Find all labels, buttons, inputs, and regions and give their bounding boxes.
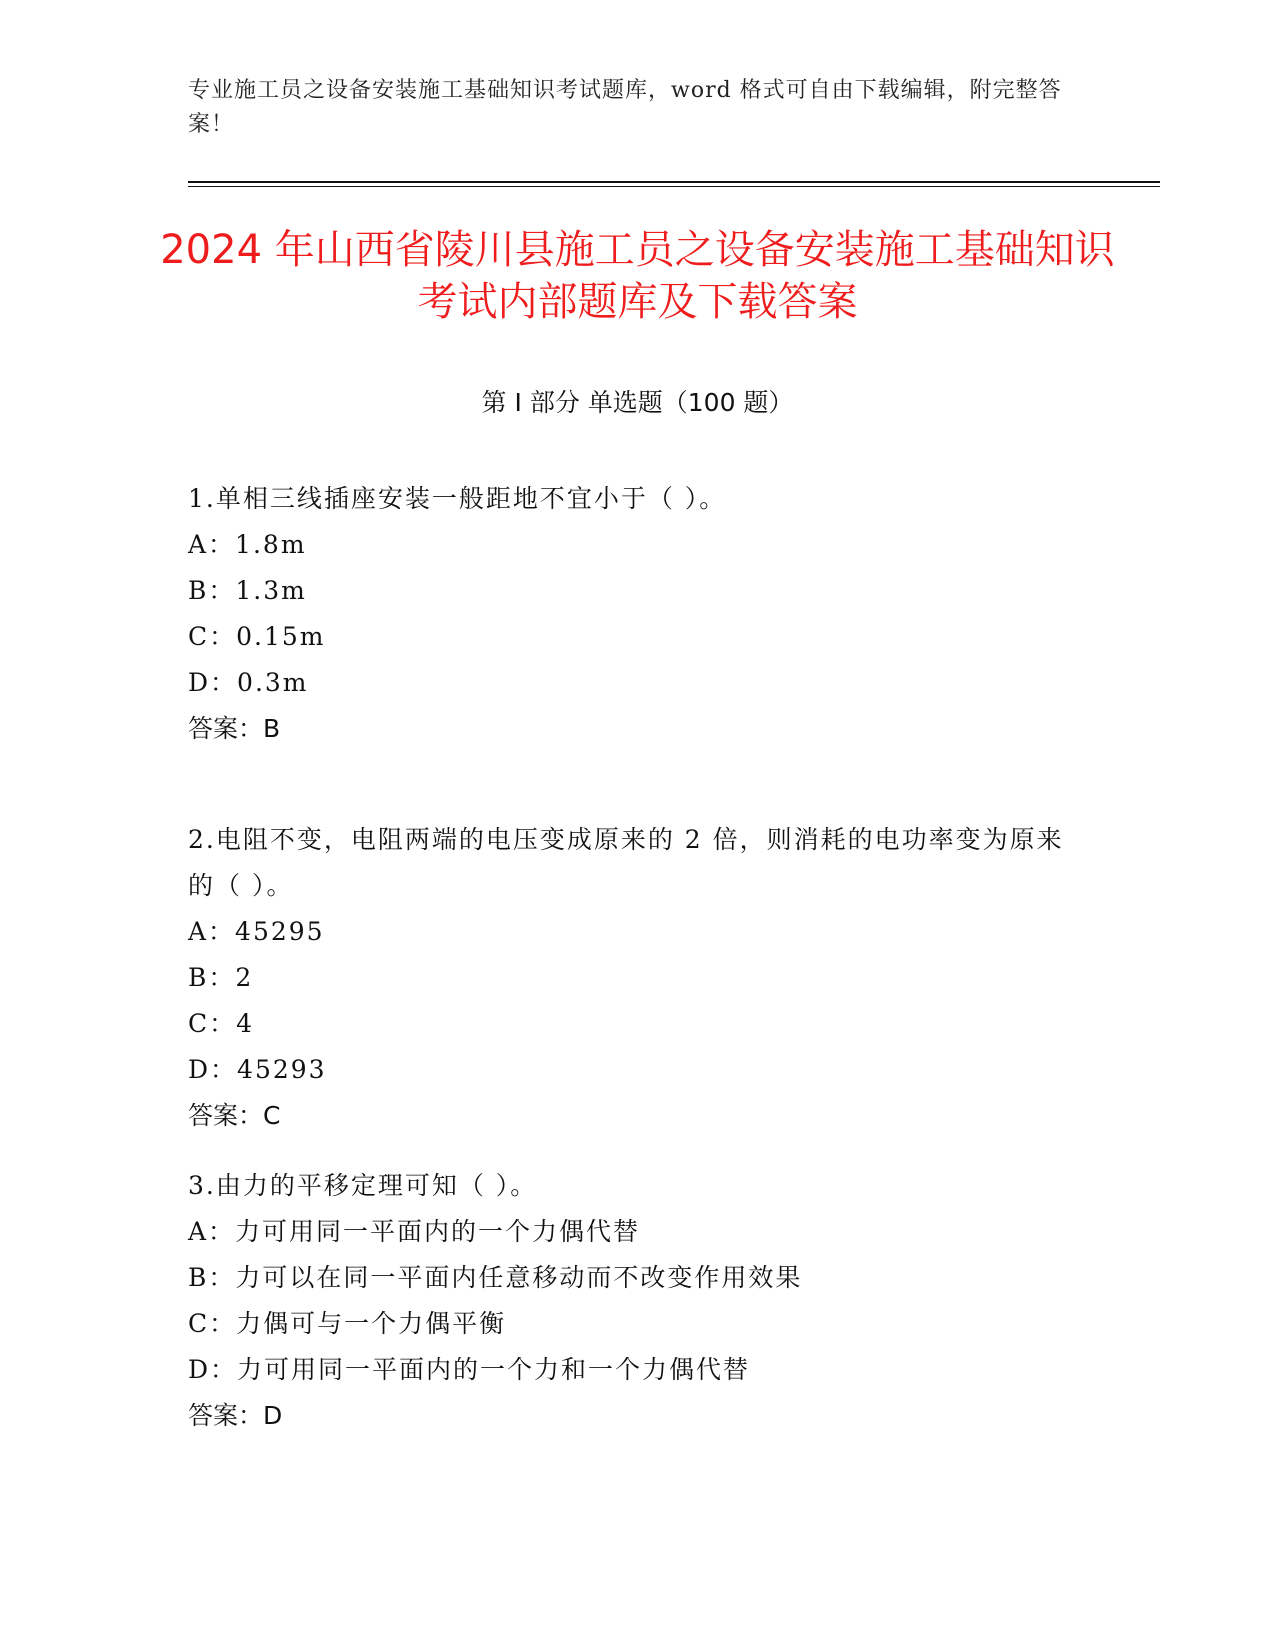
question-item — [188, 817, 1088, 1139]
section-heading: 第 I 部分 单选题（100 题） — [481, 388, 794, 417]
option-d: D：力可用同一平面内的一个力和一个力偶代替 — [188, 1355, 751, 1384]
answer-line: 答案：C — [188, 1101, 281, 1130]
option-b: B：2 — [188, 963, 254, 992]
question-item — [188, 476, 1088, 752]
option-a: A：力可用同一平面内的一个力偶代替 — [188, 1217, 641, 1246]
question-stem: 3.由力的平移定理可知（ ）。 — [188, 1171, 538, 1200]
header-divider-thin — [188, 186, 1160, 187]
document-title: 2024 年山西省陵川县施工员之设备安装施工基础知识考试内部题库及下载答案 — [160, 227, 1115, 325]
option-b: B：力可以在同一平面内任意移动而不改变作用效果 — [188, 1263, 803, 1292]
answer-line: 答案：D — [188, 1401, 283, 1430]
question-item — [188, 1163, 1088, 1439]
question-stem: 1.单相三线插座安装一般距地不宜小于（ ）。 — [188, 484, 727, 513]
option-c: C：0.15m — [188, 622, 326, 651]
header-note: 专业施工员之设备安装施工基础知识考试题库，word 格式可自由下载编辑，附完整答案！ — [188, 78, 1062, 137]
option-b: B：1.3m — [188, 576, 307, 605]
option-c: C：4 — [188, 1009, 255, 1038]
option-a: A：1.8m — [188, 530, 307, 559]
answer-line: 答案：B — [188, 714, 281, 743]
header-divider — [188, 181, 1160, 183]
option-a: A：45295 — [188, 917, 325, 946]
option-d: D：45293 — [188, 1055, 327, 1084]
option-c: C：力偶可与一个力偶平衡 — [188, 1309, 507, 1338]
question-stem: 2.电阻不变，电阻两端的电压变成原来的 2 倍，则消耗的电功率变为原来的（ ）。 — [188, 825, 1064, 900]
option-d: D：0.3m — [188, 668, 309, 697]
